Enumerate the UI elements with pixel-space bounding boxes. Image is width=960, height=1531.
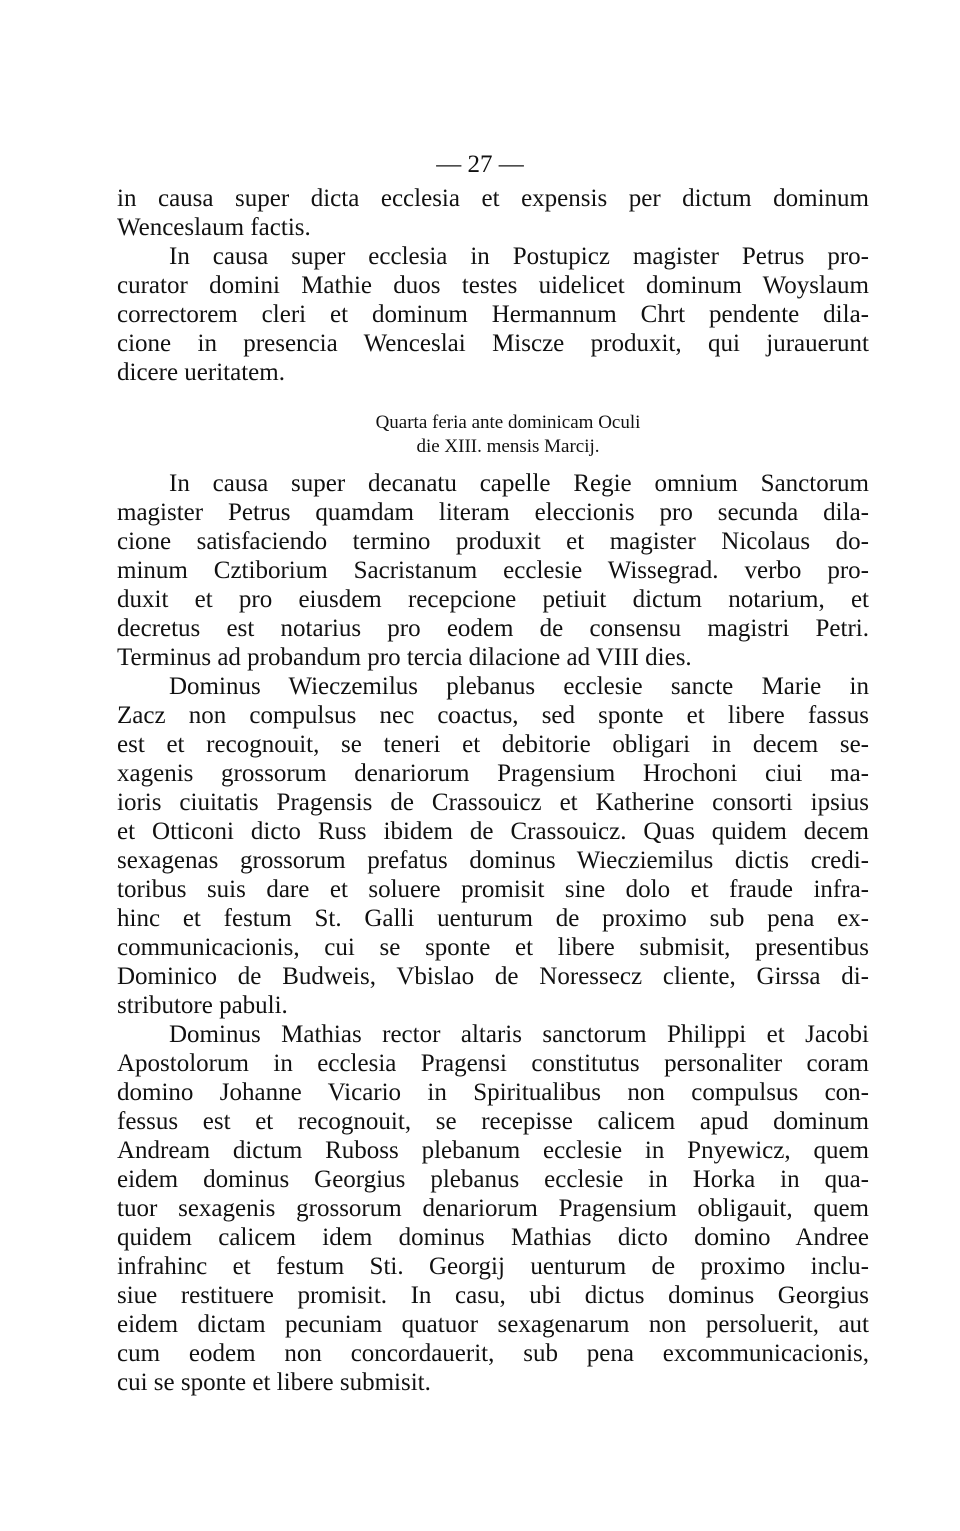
text-line: Wenceslaum factis. bbox=[117, 214, 311, 241]
paragraph bbox=[117, 469, 869, 672]
text-line: minum Cztiborium Sacristanum ecclesie Wissegrad. verbo pro- bbox=[117, 557, 869, 584]
text-line: dicere ueritatem. bbox=[117, 359, 285, 386]
text-line: Andream dictum Ruboss plebanum ecclesie in Pnyewicz, quem bbox=[117, 1137, 869, 1164]
text-line: ioris ciuitatis Pragensis de Crassouicz et Katherine consorti ipsius bbox=[117, 789, 869, 816]
text-line: Dominico de Budweis, Vbislao de Noressecz cliente, Girssa di- bbox=[117, 963, 869, 990]
text-line: eidem dominus Georgius plebanus ecclesie in Horka in qua- bbox=[117, 1166, 869, 1193]
text-line: cui se sponte et libere submisit. bbox=[117, 1369, 431, 1396]
text-line: duxit et pro eiusdem recepcione petiuit dictum notarium, et bbox=[117, 586, 869, 613]
text-line: In causa super decanatu capelle Regie omnium Sanctorum bbox=[169, 470, 869, 497]
text-line: communicacionis, cui se sponte et libere submisit, presentibus bbox=[117, 934, 869, 961]
text-line: Dominus Mathias rector altaris sanctorum Philippi et Jacobi bbox=[169, 1021, 869, 1048]
text-line: In causa super ecclesia in Postupicz magister Petrus pro- bbox=[169, 243, 869, 270]
text-line: siue restituere promisit. In casu, ubi dictus dominus Georgius bbox=[117, 1282, 869, 1309]
text-line: xagenis grossorum denariorum Pragensium Hrochoni ciui ma- bbox=[117, 760, 869, 787]
text-line: cum eodem non concordauerit, sub pena excommunicacionis, bbox=[117, 1340, 869, 1367]
text-line: correctorem cleri et dominum Hermannum Chrt pendente dila- bbox=[117, 301, 869, 328]
heading-line: die XIII. mensis Marcij. bbox=[416, 436, 600, 457]
text-line: infrahinc et festum Sti. Georgij uenturum de proximo inclu- bbox=[117, 1253, 869, 1280]
text-line: Terminus ad probandum pro tercia dilacione ad VIII dies. bbox=[117, 644, 692, 671]
text-line: sexagenas grossorum prefatus dominus Wiecziemilus dictis credi- bbox=[117, 847, 869, 874]
text-line: Zacz non compulsus nec coactus, sed sponte et libere fassus bbox=[117, 702, 869, 729]
date-heading bbox=[117, 411, 869, 459]
text-line: cione in presencia Wenceslai Miscze produxit, qui jurauerunt bbox=[117, 330, 869, 357]
text-line: domino Johanne Vicario in Spiritualibus non compulsus con- bbox=[117, 1079, 869, 1106]
text-line: magister Petrus quamdam literam eleccionis pro secunda dila- bbox=[117, 499, 869, 526]
text-line: hinc et festum St. Galli uenturum de proximo sub pena ex- bbox=[117, 905, 869, 932]
text-line: tuor sexagenis grossorum denariorum Pragensium obligauit, quem bbox=[117, 1195, 869, 1222]
text-line: Dominus Wieczemilus plebanus ecclesie sancte Marie in bbox=[169, 673, 869, 700]
text-line: Apostolorum in ecclesia Pragensi constitutus personaliter coram bbox=[117, 1050, 869, 1077]
text-line: stributore pabuli. bbox=[117, 992, 288, 1019]
text-line: in causa super dicta ecclesia et expensis per dictum dominum bbox=[117, 185, 869, 212]
paragraph bbox=[117, 184, 869, 242]
text-line: toribus suis dare et soluere promisit sine dolo et fraude infra- bbox=[117, 876, 869, 903]
text-line: eidem dictam pecuniam quatuor sexagenarum non persoluerit, aut bbox=[117, 1311, 869, 1338]
text-line: est et recognouit, se teneri et debitorie obligari in decem se- bbox=[117, 731, 869, 758]
paragraph bbox=[117, 672, 869, 1020]
text-line: et Otticoni dicto Russ ibidem de Crassouicz. Quas quidem decem bbox=[117, 818, 869, 845]
text-line: fessus est et recognouit, se recepisse calicem apud dominum bbox=[117, 1108, 869, 1135]
text-line: cione satisfaciendo termino produxit et magister Nicolaus do- bbox=[117, 528, 869, 555]
heading-line: Quarta feria ante dominicam Oculi bbox=[375, 412, 641, 433]
main-text bbox=[117, 184, 869, 1397]
paragraph bbox=[117, 242, 869, 387]
page-number: — 27 — bbox=[436, 151, 524, 178]
text-line: curator domini Mathie duos testes uidelicet dominum Woyslaum bbox=[117, 272, 869, 299]
text-line: decretus est notarius pro eodem de consensu magistri Petri. bbox=[117, 615, 869, 642]
paragraph bbox=[117, 1020, 869, 1397]
text-line: quidem calicem idem dominus Mathias dicto domino Andree bbox=[117, 1224, 869, 1251]
